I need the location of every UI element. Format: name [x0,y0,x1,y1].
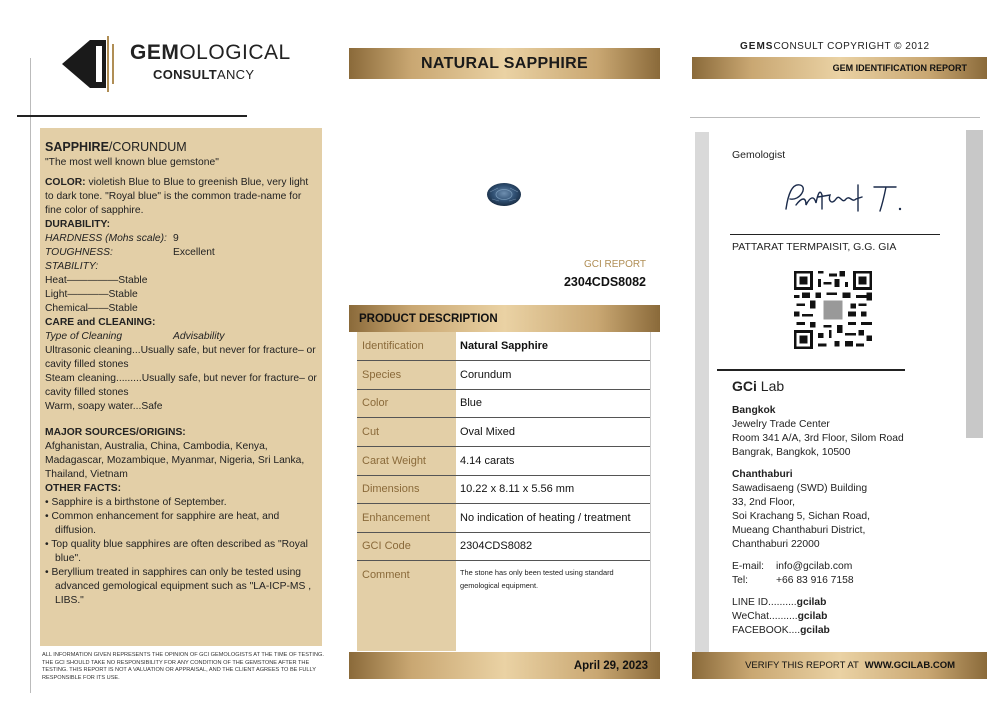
durability-heading: DURABILITY: [45,219,111,230]
table-row: Enhancement No indication of heating / treatment [357,504,650,533]
tel-row: Tel: +66 83 916 7158 [732,575,854,586]
lab-title: GCi Lab [732,378,785,394]
address-line: Jewelry Trade Center [732,419,830,430]
sources-heading: MAJOR SOURCES/ORIGINS: [45,427,186,438]
sources-text: Afghanistan, Australia, China, Cambodia, Kenya, Madagascar, Mozambique, Myanmar, Nigeria, Sri Lanka, Thailand, Vietnam [45,441,305,480]
facts-heading: OTHER FACTS: [45,483,122,494]
gemologist-label: Gemologist [732,149,786,161]
stability-heat: Heat—————Stable [45,275,148,286]
line-id-row: LINE ID..........gcilab [732,597,827,608]
verify-bar: VERIFY THIS REPORT AT WWW.GCILAB.COM [692,652,987,679]
left-header-divider [17,115,247,117]
wechat-row: WeChat..........gcilab [732,611,828,622]
facebook-row: FACEBOOK....gcilab [732,625,830,636]
table-row: Identification Natural Sapphire [357,332,650,361]
fact-item: • Top quality blue sapphires are often described as "Royal blue". [45,539,308,564]
gemologist-name: PATTARAT TERMPAISIT, G.G. GIA [732,241,897,253]
gci-report-number: 2304CDS8082 [563,275,646,289]
bangkok-heading: Bangkok [732,405,776,416]
chanthaburi-heading: Chanthaburi [732,469,793,480]
right-mid-divider [717,369,905,371]
address-line: Soi Krachang 5, Sichan Road, [732,511,870,522]
signature-icon [778,175,908,223]
hardness-row: HARDNESS (Mohs scale): 9 [45,233,179,244]
address-line: 33, 2nd Floor, [732,497,795,508]
brand-subtitle: CONSULTANCY [153,67,255,82]
left-margin-line [30,58,31,693]
disclaimer-text: ALL INFORMATION GIVEN REPRESENTS THE OPINION OF GCI GEMOLOGISTS AT THE TIME OF TESTING. THE GCI SHOULD TAKE NO RESPONSIBILITY FOR ANY CONDITION OF THE GEMSTONE AFTER THE TESTING. THIS REPORT IS NOT A VALUATION OR APPRAISAL, AND THE CLIENT AGREES TO BE FULLY RESPONSIBLE FOR ITS USE. [42,652,324,681]
table-row: Color Blue [357,389,650,418]
lab-address-block [732,404,962,638]
care-heading: CARE and CLEANING: [45,317,156,328]
signature-line [730,234,940,235]
fact-item: • Beryllium treated in sapphires can only be tested using advanced gemological equipment such as "LA-ICP-MS , LIBS." [45,567,312,606]
table-row: Cut Oval Mixed [357,418,650,447]
address-line: Chanthaburi 22000 [732,539,820,550]
product-table-border [650,332,651,651]
report-date: April 29, 2023 [349,652,660,679]
qr-code-icon[interactable] [794,271,872,349]
email-row: E-mail: info@gcilab.com [732,561,853,572]
copyright-header: GEMSCONSULT COPYRIGHT © 2012 [740,41,930,52]
table-row: Species Corundum [357,361,650,390]
stability-chemical: Chemical——Stable [45,303,138,314]
address-line: Sawadisaeng (SWD) Building [732,483,868,494]
address-line: Bangrak, Bangkok, 10500 [732,447,851,458]
table-row: Carat Weight 4.14 carats [357,447,650,476]
address-line: Room 341 A/A, 3rd Floor, Silom Road [732,433,904,444]
product-description-header: PRODUCT DESCRIPTION [349,305,660,332]
email-link[interactable]: info@gcilab.com [776,561,853,572]
report-title: NATURAL SAPPHIRE [349,48,660,79]
tel-link[interactable]: +66 83 916 7158 [776,575,854,586]
fact-item: • Common enhancement for sapphire are heat, and diffusion. [45,511,280,536]
gci-report-label: GCI REPORT [583,259,646,270]
brand-name: GEMOLOGICAL [130,41,291,64]
info-title: SAPPHIRE/CORUNDUM [45,140,187,154]
info-tagline: "The most well known blue gemstone" [45,157,219,168]
gem-identification-report-bar: GEM IDENTIFICATION REPORT [692,57,987,79]
care-steam: Steam cleaning.........Usually safe, but never for fracture– or cavity filled stones [45,373,317,398]
table-row: Dimensions 10.22 x 8.11 x 5.56 mm [357,475,650,504]
address-line: Mueang Chanthaburi District, [732,525,866,536]
right-top-divider [690,117,980,118]
care-ultrasonic: Ultrasonic cleaning...Usually safe, but never for fracture– or cavity filled stones [45,345,316,370]
fact-item: • Sapphire is a birthstone of September. [45,497,227,508]
toughness-row: TOUGHNESS: Excellent [45,247,215,258]
sapphire-info-box [40,128,322,646]
comment-value: The stone has only been tested using standard gemological equipment. [460,568,614,590]
comment-label: Comment [362,569,410,581]
stability-light: Light————Stable [45,289,138,300]
stability-heading: STABILITY: [45,261,99,272]
verify-url-link[interactable]: WWW.GCILAB.COM [864,660,955,671]
gemological-logo-icon [60,36,128,92]
table-row: GCI Code 2304CDS8082 [357,532,650,561]
care-warm-water: Warm, soapy water...Safe [45,401,163,412]
care-table-head: Type of Cleaning Advisability [45,331,225,342]
sapphire-gem-photo [486,182,522,207]
info-color: COLOR: violetish Blue to Blue to greenish Blue, very light to dark tone. "Royal blue" is the common trade-name for fine color of sapphire. [45,177,309,216]
right-left-strip [695,132,709,677]
right-right-strip [966,130,983,438]
